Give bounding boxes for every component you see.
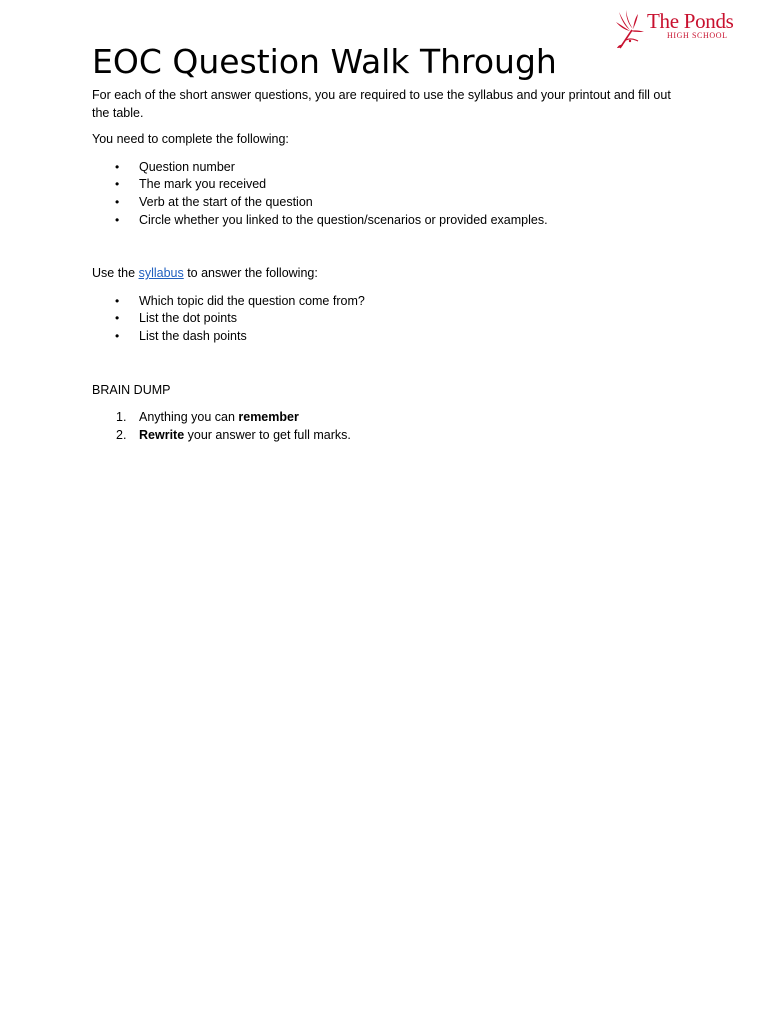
logo-subtitle: HIGH SCHOOL: [667, 31, 728, 40]
page-title: EOC Question Walk Through: [92, 42, 557, 81]
bullet-icon: •: [115, 177, 120, 192]
section2-lead: Use the syllabus to answer the following:: [92, 266, 318, 281]
list-number: 1.: [116, 410, 127, 425]
section1-lead: You need to complete the following:: [92, 132, 289, 147]
bullet-icon: •: [115, 293, 120, 308]
syllabus-link[interactable]: syllabus: [138, 266, 184, 281]
list-item: • Verb at the start of the question: [92, 194, 672, 212]
document-body: [92, 87, 672, 444]
list-item: • Which topic did the question come from?: [92, 293, 672, 311]
list-number: 2.: [116, 427, 127, 442]
bullet-icon: •: [115, 212, 120, 227]
list-item: 2. Rewrite your answer to get full marks.: [92, 427, 672, 445]
list-item: • List the dash points: [92, 328, 672, 346]
bullet-icon: •: [115, 328, 120, 343]
logo-name: The Ponds: [647, 9, 734, 33]
list-item: • The mark you received: [92, 176, 672, 194]
school-logo: [616, 8, 746, 52]
spacer: [92, 229, 672, 265]
bullet-icon: •: [115, 311, 120, 326]
section3-list: [92, 409, 672, 444]
section1-list: [92, 159, 672, 229]
list-item: 1. Anything you can remember: [92, 409, 672, 427]
intro-paragraph: For each of the short answer questions, you are required to use the syllabus and your printout and fill out the table.: [92, 88, 671, 120]
list-item: • List the dot points: [92, 310, 672, 328]
bullet-icon: •: [115, 194, 120, 209]
list-item: • Circle whether you linked to the question/scenarios or provided examples.: [92, 212, 672, 230]
list-item: • Question number: [92, 159, 672, 177]
brain-dump-heading: BRAIN DUMP: [92, 382, 171, 397]
bullet-icon: •: [115, 159, 120, 174]
section2-list: [92, 293, 672, 346]
spacer: [92, 346, 672, 382]
